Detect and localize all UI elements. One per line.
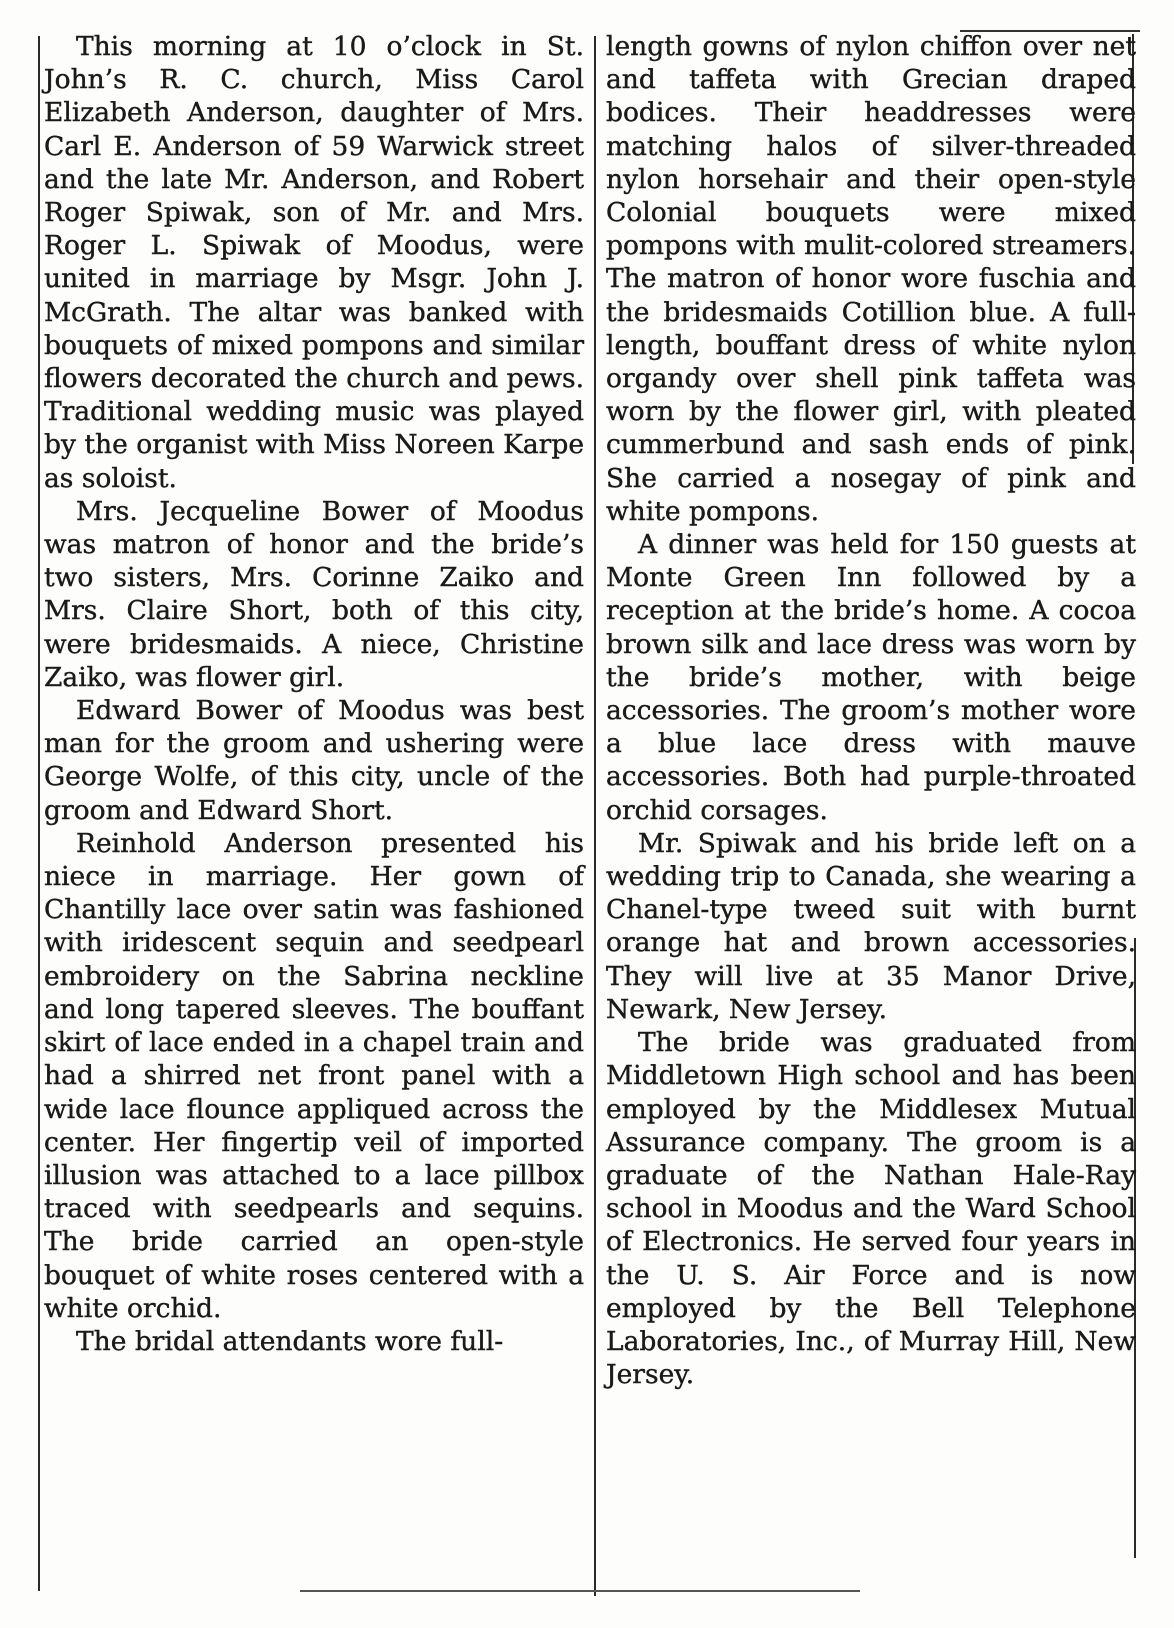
left-column	[44, 30, 584, 1358]
paragraph-ceremony: This morning at 10 o’clock in St. John’s R. C. church, Miss Carol Elizabeth Anderson, daughter of Mrs. Carl E. Anderson of 59 Warwick street and the late Mr. Anderson, and Robert Roger Spiwak, son of Mr. and Mrs. Roger L. Spiwak of Moodus, were united in marriage by Msgr. John J. McGrath. The altar was banked with bouquets of mixed pompons and similar flowers decorated the church and pews. Traditional wedding music was played by the organist with Miss Noreen Karpe as soloist.	[44, 31, 584, 494]
paragraph-education-career: The bride was graduated from Middletown High school and has been employed by the Middlesex Mutual Assurance company. The groom is a graduate of the Nathan Hale-Ray school in Moodus and the Ward School of Electronics. He served four years in the U. S. Air Force and is now employed by the Bell Telephone Laboratories, Inc., of Murray Hill, New Jersey.	[606, 1027, 1136, 1391]
paragraph-wedding-trip: Mr. Spiwak and his bride left on a wedding trip to Canada, she wearing a Chanel-type tweed suit with burnt orange hat and brown accessories. They will live at 35 Manor Drive, Newark, New Jersey.	[606, 827, 1136, 1025]
paragraph-attendant-gowns: length gowns of nylon chiffon over net and taffeta with Grecian draped bodices. Their headdresses were matching halos of silver-threaded nylon horsehair and their open-style Colonial bouquets were mixed pompons with mulit-colored streamers. The matron of honor wore fuschia and the bridesmaids Cotillion blue. A full-length, bouffant dress of white nylon organdy over shell pink taffeta was worn by the flower girl, with pleated cummerbund and sash ends of pink. She carried a nosegay of pink and white pompons.	[606, 31, 1136, 527]
bottom-edge-rule	[300, 1590, 860, 1592]
paragraph-bridal-attendants-start: The bridal attendants wore full-	[76, 1325, 504, 1357]
center-column-rule	[594, 36, 596, 1596]
paragraph-dinner-reception: A dinner was held for 150 guests at Monte Green Inn followed by a reception at the bride’s home. A cocoa brown silk and lace dress was worn by the bride’s mother, with beige accessories. The groom’s mother wore a blue lace dress with mauve accessories. Both had purple-throated orchid corsages.	[606, 529, 1136, 826]
paragraph-bridal-gown: Reinhold Anderson presented his niece in marriage. Her gown of Chantilly lace over satin was fashioned with iridescent sequin and seedpearl embroidery on the Sabrina neckline and long tapered sleeves. The bouffant skirt of lace ended in a chapel train and had a shirred net front panel with a wide lace flounce appliqued across the center. Her fingertip veil of imported illusion was attached to a lace pillbox traced with seedpearls and sequins. The bride carried an open-style bouquet of white roses centered with a white orchid.	[44, 827, 584, 1324]
paragraph-best-man: Edward Bower of Moodus was best man for the groom and ushering were George Wolfe, of this city, uncle of the groom and Edward Short.	[44, 695, 584, 826]
left-column-rule	[38, 36, 40, 1591]
right-column	[606, 30, 1136, 1391]
paragraph-attendants: Mrs. Jecqueline Bower of Moodus was matron of honor and the bride’s two sisters, Mrs. Corinne Zaiko and Mrs. Claire Short, both of this city, were bridesmaids. A niece, Christine Zaiko, was flower girl.	[44, 495, 584, 693]
